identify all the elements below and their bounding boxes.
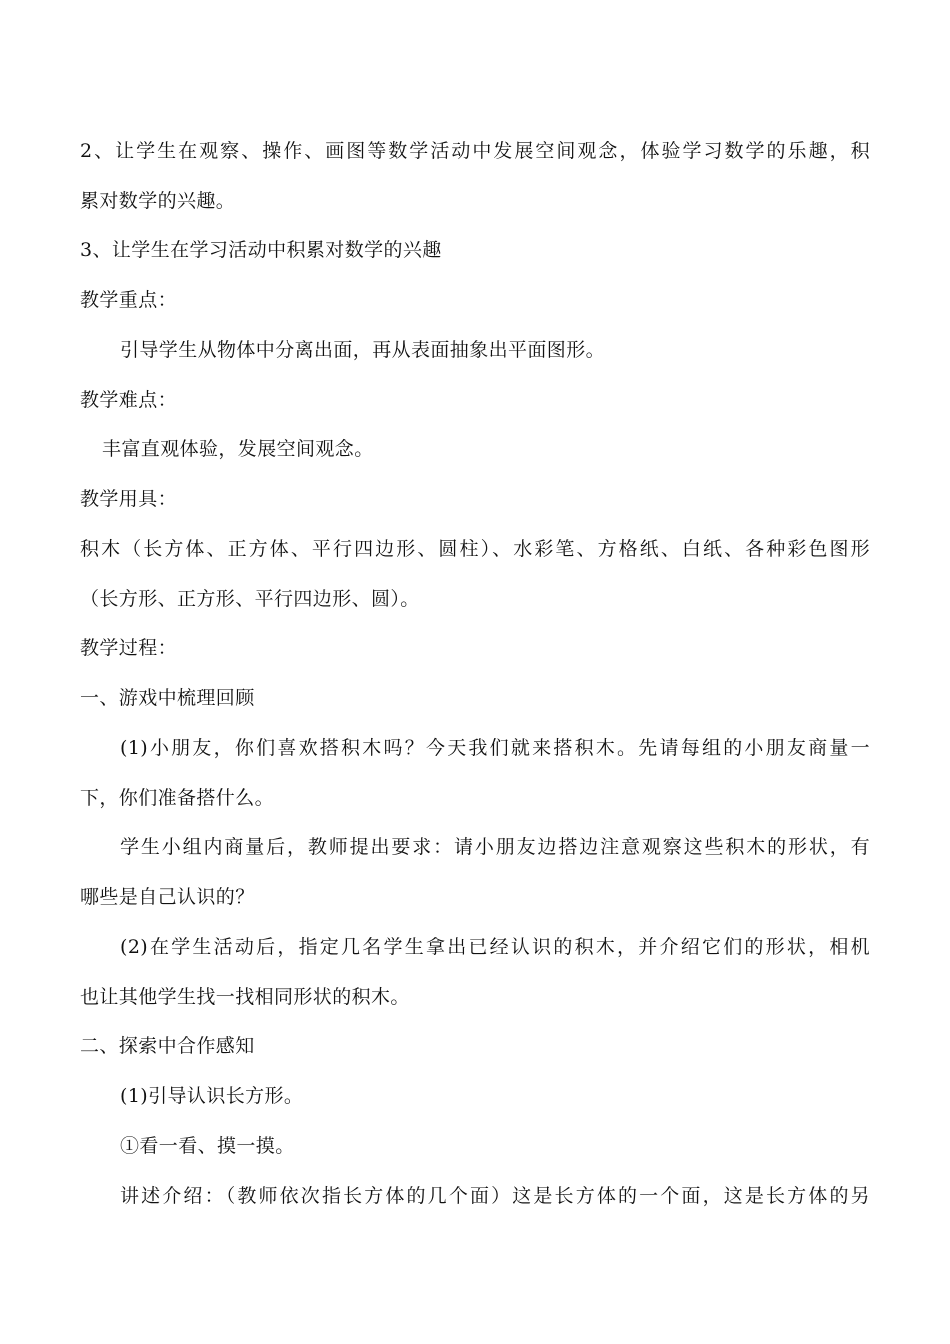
difficulties-text: 丰富直观体验，发展空间观念。 bbox=[102, 438, 374, 460]
objective-2-line-2: 累对数学的兴趣。 bbox=[80, 190, 236, 212]
step-1-line-2: 下，你们准备搭什么。 bbox=[80, 787, 275, 809]
section-1-heading: 一、游戏中梳理回顾 bbox=[80, 687, 255, 709]
teaching-aids-line-2: （长方形、正方形、平行四边形、圆）。 bbox=[80, 588, 420, 610]
heading-key-points: 教学重点： bbox=[80, 289, 178, 311]
group-discussion-line-2: 哪些是自己认识的？ bbox=[80, 886, 255, 908]
step-2-line-1: (2)在学生活动后，指定几名学生拿出已经认识的积木，并介绍它们的形状，相机 bbox=[120, 936, 870, 958]
objective-2-line-1: 2、让学生在观察、操作、画图等数学活动中发展空间观念，体验学习数学的乐趣，积 bbox=[80, 140, 870, 162]
substep-rectangle: (1)引导认识长方形。 bbox=[120, 1085, 304, 1107]
section-2-heading: 二、探索中合作感知 bbox=[80, 1035, 255, 1057]
teaching-aids-line-1: 积木（长方体、正方体、平行四边形、圆柱）、水彩笔、方格纸、白纸、各种彩色图形 bbox=[80, 538, 870, 560]
objective-3: 3、让学生在学习活动中积累对数学的兴趣 bbox=[80, 239, 442, 261]
step-1-line-1: (1)小朋友，你们喜欢搭积木吗？今天我们就来搭积木。先请每组的小朋友商量一 bbox=[120, 737, 870, 759]
group-discussion-line-1: 学生小组内商量后，教师提出要求：请小朋友边搭边注意观察这些积木的形状，有 bbox=[120, 836, 870, 858]
substep-look-touch: ①看一看、摸一摸。 bbox=[120, 1135, 295, 1157]
narration-line: 讲述介绍：（教师依次指长方体的几个面）这是长方体的一个面，这是长方体的另 bbox=[120, 1185, 870, 1207]
heading-difficulties: 教学难点： bbox=[80, 389, 178, 411]
step-2-line-2: 也让其他学生找一找相同形状的积木。 bbox=[80, 986, 410, 1008]
heading-process: 教学过程： bbox=[80, 637, 178, 659]
heading-teaching-aids: 教学用具： bbox=[80, 488, 178, 510]
key-points-text: 引导学生从物体中分离出面，再从表面抽象出平面图形。 bbox=[120, 339, 606, 361]
